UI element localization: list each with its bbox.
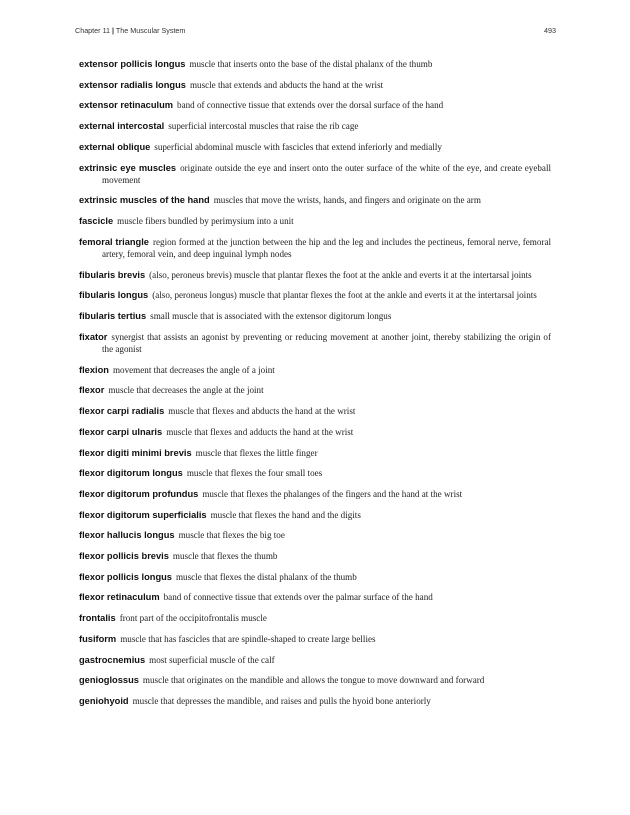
glossary-term: fibularis brevis (79, 269, 146, 280)
glossary-term: femoral triangle (79, 236, 149, 247)
glossary-term: frontalis (79, 613, 116, 624)
glossary-definition: movement that decreases the angle of a joint (112, 364, 275, 375)
glossary-definition: muscle that flexes the phalanges of the fingers and the hand at the wrist (202, 488, 463, 499)
glossary-entry (79, 162, 551, 186)
glossary-term: flexion (79, 364, 109, 375)
chapter-label: Chapter 11 (75, 26, 111, 35)
glossary-definition: muscle that depresses the mandible, and raises and pulls the hyoid bone anteriorly (132, 696, 431, 706)
glossary-entry (79, 405, 551, 417)
glossary-term: extrinsic muscles of the hand (79, 195, 210, 206)
glossary-definition: muscle that flexes and adducts the hand at the wrist (166, 426, 354, 437)
chapter-title: The Muscular System (115, 26, 186, 35)
glossary-entry (79, 633, 551, 645)
glossary-definition: superficial intercostal muscles that raise the rib cage (168, 121, 359, 132)
header-separator: | (112, 26, 115, 35)
glossary-entry (79, 120, 551, 132)
glossary-entry (79, 79, 551, 91)
glossary-definition: band of connective tissue that extends over the palmar surface of the hand (163, 592, 433, 603)
page-header (75, 24, 556, 38)
glossary-term: fusiform (79, 633, 117, 644)
glossary-definition: muscle that extends and abducts the hand at the wrist (189, 79, 384, 90)
glossary-definition: muscle that originates on the mandible and allows the tongue to move downward and forward (142, 675, 485, 686)
glossary-definition: muscle that flexes the thumb (172, 551, 278, 562)
glossary-entry (79, 58, 551, 70)
glossary-entry (79, 310, 551, 322)
glossary-entry (79, 529, 551, 541)
glossary-term: genioglossus (79, 675, 139, 686)
glossary-definition: muscle that inserts onto the base of the distal phalanx of the thumb (189, 59, 433, 69)
glossary-entry (79, 488, 551, 500)
glossary-term: flexor carpi radialis (79, 406, 165, 417)
glossary-definition: muscle that decreases the angle at the joint (108, 385, 264, 396)
glossary-term: extrinsic eye muscles (79, 162, 177, 173)
glossary-term: flexor retinaculum (79, 592, 160, 603)
glossary-term: flexor digitorum longus (79, 468, 183, 479)
glossary-definition: front part of the occipitofrontalis muscle (119, 613, 267, 624)
glossary-entry (79, 236, 551, 260)
glossary-entry (79, 289, 551, 301)
glossary-definition: muscle that flexes and abducts the hand at the wrist (168, 406, 356, 417)
glossary-entry (79, 612, 551, 624)
glossary-term: fibularis tertius (79, 311, 147, 322)
glossary-term: flexor (79, 385, 105, 396)
glossary-definition: (also, peroneus brevis) muscle that plantar flexes the foot at the ankle and everts it at the intertarsal joints (149, 269, 532, 280)
glossary-entry (79, 426, 551, 438)
glossary-definition: small muscle that is associated with the extensor digitorum longus (150, 311, 392, 322)
glossary-entry (79, 571, 551, 583)
glossary-entry (79, 194, 551, 206)
glossary-definition: band of connective tissue that extends over the dorsal surface of the hand (177, 100, 444, 111)
glossary-term: geniohyoid (79, 696, 129, 706)
glossary-definition: muscle that flexes the little finger (195, 447, 318, 458)
glossary-entry (79, 550, 551, 562)
glossary-definition: superficial abdominal muscle with fascicles that extend inferiorly and medially (154, 141, 442, 152)
glossary-term: flexor hallucis longus (79, 530, 175, 541)
glossary-entry (79, 141, 551, 153)
glossary-definition: muscles that move the wrists, hands, and fingers and originate on the arm (213, 195, 481, 206)
glossary-term: extensor radialis longus (79, 79, 186, 90)
glossary-definition: region formed at the junction between the hip and the leg and includes the pectineus, femoral nerve, femoral artery, femoral vein, and deep inguinal lymph nodes (102, 236, 552, 260)
glossary-term: flexor pollicis brevis (79, 551, 169, 562)
glossary-definition: synergist that assists an agonist by preventing or reducing movement at another joint, thereby stabilizing the origin of the agonist (102, 331, 551, 355)
glossary-term: fixator (79, 331, 108, 342)
glossary-entry (79, 331, 551, 355)
glossary-entry (79, 695, 551, 707)
glossary-entry (79, 509, 551, 521)
glossary-definition: muscle that flexes the four small toes (186, 468, 323, 479)
glossary-definition: (also, peroneus longus) muscle that plantar flexes the foot at the ankle and everts it at the intertarsal joints (152, 290, 537, 301)
glossary-entry (79, 674, 551, 686)
glossary-definition: originate outside the eye and insert onto the outer surface of the white of the eye, and create eyeball movement (102, 162, 551, 185)
glossary-term: external oblique (79, 141, 151, 152)
glossary-entry (79, 215, 551, 227)
glossary-term: external intercostal (79, 121, 165, 132)
glossary-list (79, 58, 551, 716)
glossary-term: extensor retinaculum (79, 100, 174, 111)
glossary-term: flexor digitorum profundus (79, 488, 199, 499)
running-head (75, 24, 185, 38)
glossary-definition: muscle that flexes the big toe (178, 530, 285, 541)
glossary-definition: muscle that flexes the distal phalanx of the thumb (175, 571, 357, 582)
glossary-term: fibularis longus (79, 290, 149, 301)
glossary-term: flexor carpi ulnaris (79, 426, 163, 437)
glossary-definition: muscle that has fascicles that are spindle-shaped to create large bellies (120, 633, 376, 644)
glossary-term: fascicle (79, 216, 114, 227)
glossary-term: flexor digitorum superficialis (79, 509, 207, 520)
glossary-term: flexor digiti minimi brevis (79, 447, 192, 458)
glossary-entry (79, 654, 551, 666)
glossary-definition: muscle fibers bundled by perimysium into a unit (117, 216, 294, 227)
glossary-entry (79, 384, 551, 396)
glossary-definition: muscle that flexes the hand and the digits (210, 509, 361, 520)
glossary-entry (79, 467, 551, 479)
glossary-term: flexor pollicis longus (79, 571, 172, 582)
page-number: 493 (544, 26, 556, 35)
glossary-entry (79, 364, 551, 376)
glossary-entry (79, 99, 551, 111)
glossary-entry (79, 269, 551, 281)
glossary-term: extensor pollicis longus (79, 59, 186, 69)
glossary-entry (79, 591, 551, 603)
glossary-term: gastrocnemius (79, 654, 146, 665)
glossary-entry (79, 447, 551, 459)
glossary-definition: most superficial muscle of the calf (149, 654, 275, 665)
